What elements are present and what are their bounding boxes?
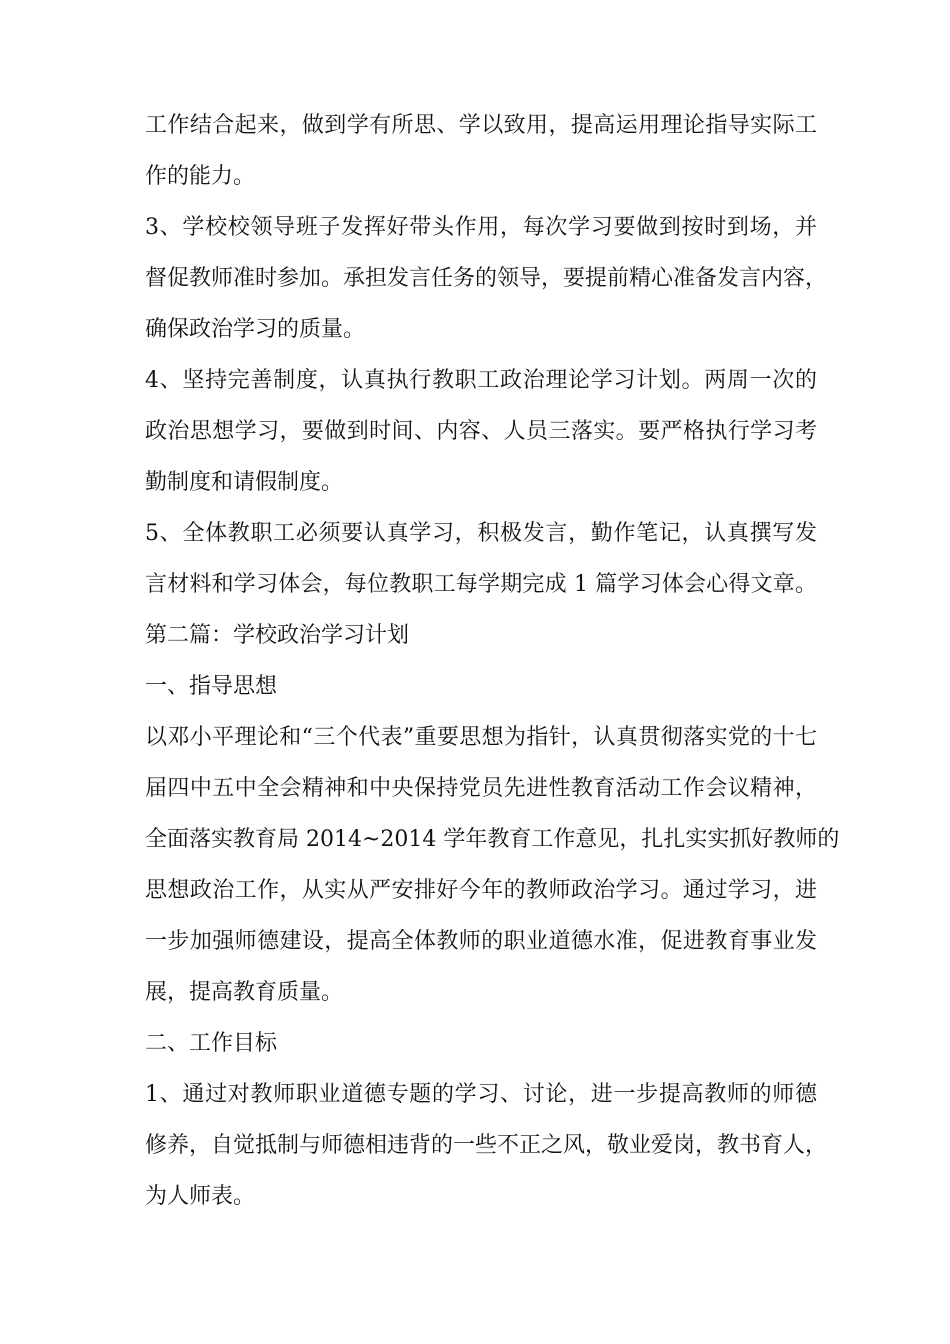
text-line: 全面落实教育局 2014~2014 学年教育工作意见，扎扎实实抓好教师的 [145,827,840,852]
text-line: 展，提高教育质量。 [145,980,344,1005]
text-line: 一步加强师德建设，提高全体教师的职业道德水准，促进教育事业发 [145,929,817,954]
text-line: 二、工作目标 [145,1031,278,1056]
text-line: 5、全体教职工必须要认真学习，积极发言，勤作笔记，认真撰写发 [145,521,817,546]
text-line: 勤制度和请假制度。 [145,470,344,495]
text-line: 以邓小平理论和“三个代表”重要思想为指针，认真贯彻落实党的十七 [145,725,817,750]
text-line: 1、通过对教师职业道德专题的学习、讨论，进一步提高教师的师德 [145,1082,817,1107]
text-line: 为人师表。 [145,1184,256,1209]
text-line: 言材料和学习体会，每位教职工每学期完成 1 篇学习体会心得文章。 [145,572,817,597]
text-line: 修养，自觉抵制与师德相违背的一些不正之风，敬业爱岗，教书育人， [145,1133,828,1158]
text-line: 政治思想学习，要做到时间、内容、人员三落实。要严格执行学习考 [145,419,817,444]
text-line: 作的能力。 [145,164,256,189]
text-line: 第二篇：学校政治学习计划 [145,623,410,648]
text-line: 3、学校校领导班子发挥好带头作用，每次学习要做到按时到场，并 [145,215,817,240]
text-line: 4、坚持完善制度，认真执行教职工政治理论学习计划。两周一次的 [145,368,817,393]
text-line: 工作结合起来，做到学有所思、学以致用，提高运用理论指导实际工 [145,113,817,138]
document-body [145,100,840,1222]
text-line: 届四中五中全会精神和中央保持党员先进性教育活动工作会议精神， [145,776,817,801]
text-line: 督促教师准时参加。承担发言任务的领导，要提前精心准备发言内容， [145,266,828,291]
text-line: 确保政治学习的质量。 [145,317,366,342]
text-line: 一、指导思想 [145,674,278,699]
text-line: 思想政治工作，从实从严安排好今年的教师政治学习。通过学习，进 [145,878,817,903]
